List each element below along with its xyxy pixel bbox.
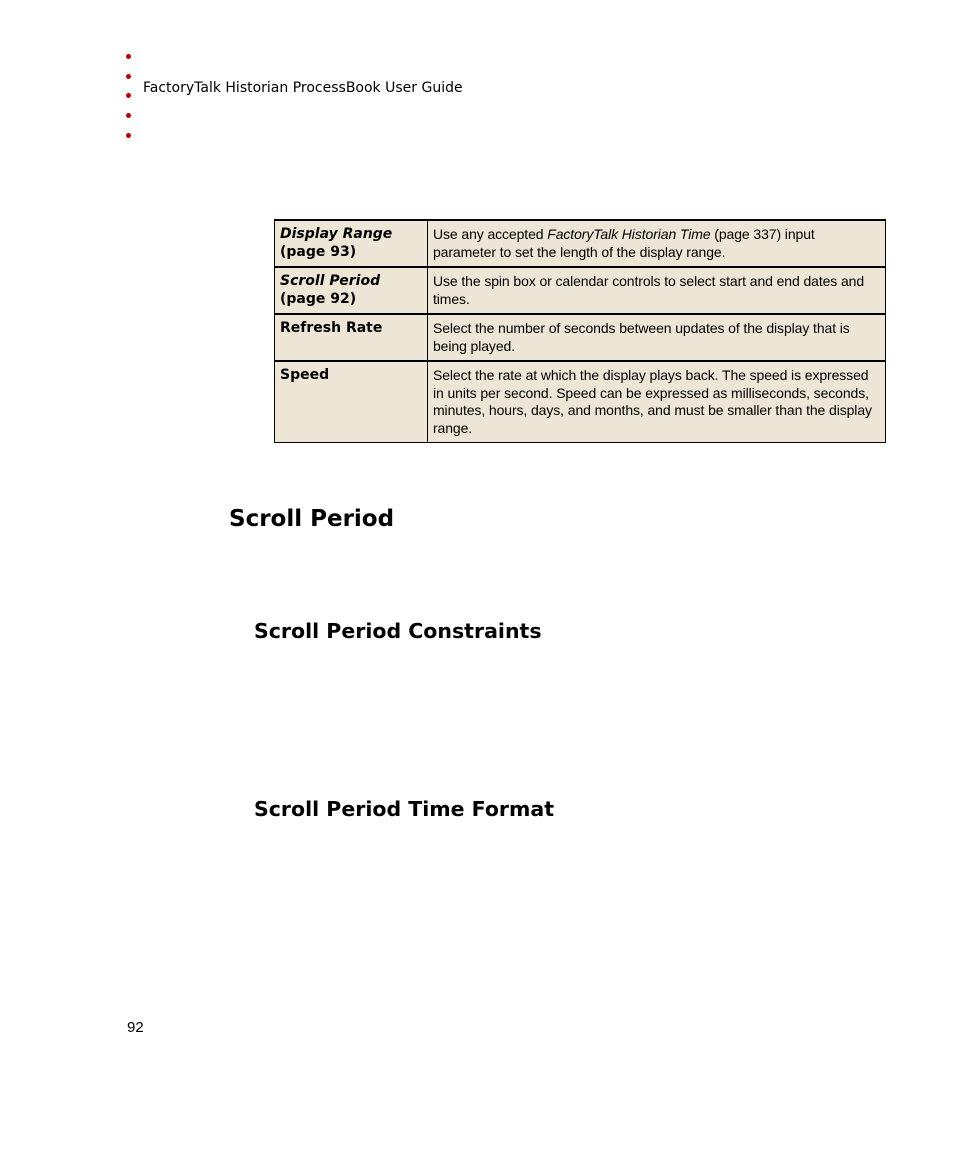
bullet-icon <box>126 54 131 59</box>
term-cell <box>275 267 428 314</box>
term-link[interactable]: Scroll Period <box>280 273 381 289</box>
section-heading-scroll-period-time-format: Scroll Period Time Format <box>254 797 555 821</box>
time-link[interactable]: FactoryTalk Historian Time <box>547 226 711 242</box>
table-row <box>275 220 886 267</box>
description-text: Use any accepted <box>433 226 548 242</box>
description-cell: Select the number of seconds between updates of the display that is being played. <box>428 314 886 361</box>
bullet-icon <box>126 93 131 98</box>
table-row <box>275 361 886 443</box>
description-text: (page 337) input parameter to set the length of the display range. <box>433 226 815 260</box>
term-link[interactable]: Display Range <box>280 226 393 242</box>
term-page-ref[interactable]: (page 92) <box>280 290 357 307</box>
term-cell: Speed <box>275 361 428 443</box>
term-cell: Refresh Rate <box>275 314 428 361</box>
description-cell <box>428 220 886 267</box>
bullet-icon <box>126 74 131 79</box>
settings-table <box>274 219 886 443</box>
description-text: Use the spin box or calendar controls to select start and end dates and times. <box>433 273 865 307</box>
bullet-icon <box>126 133 131 138</box>
description-cell <box>428 267 886 314</box>
section-heading-scroll-period-constraints: Scroll Period Constraints <box>254 619 542 643</box>
term-page-ref[interactable]: (page 93) <box>280 243 357 260</box>
section-heading-scroll-period: Scroll Period <box>229 506 395 532</box>
table-row <box>275 314 886 361</box>
term-cell <box>275 220 428 267</box>
bullet-icon <box>126 113 131 118</box>
guide-title: FactoryTalk Historian ProcessBook User Guide <box>143 80 463 96</box>
table-row <box>275 267 886 314</box>
description-cell: Select the rate at which the display plays back. The speed is expressed in units per second. Speed can be expressed as milliseconds, seconds, minutes, hours, days, and months, and must be smaller than the display range. <box>428 361 886 443</box>
page-number: 92 <box>127 1019 144 1036</box>
